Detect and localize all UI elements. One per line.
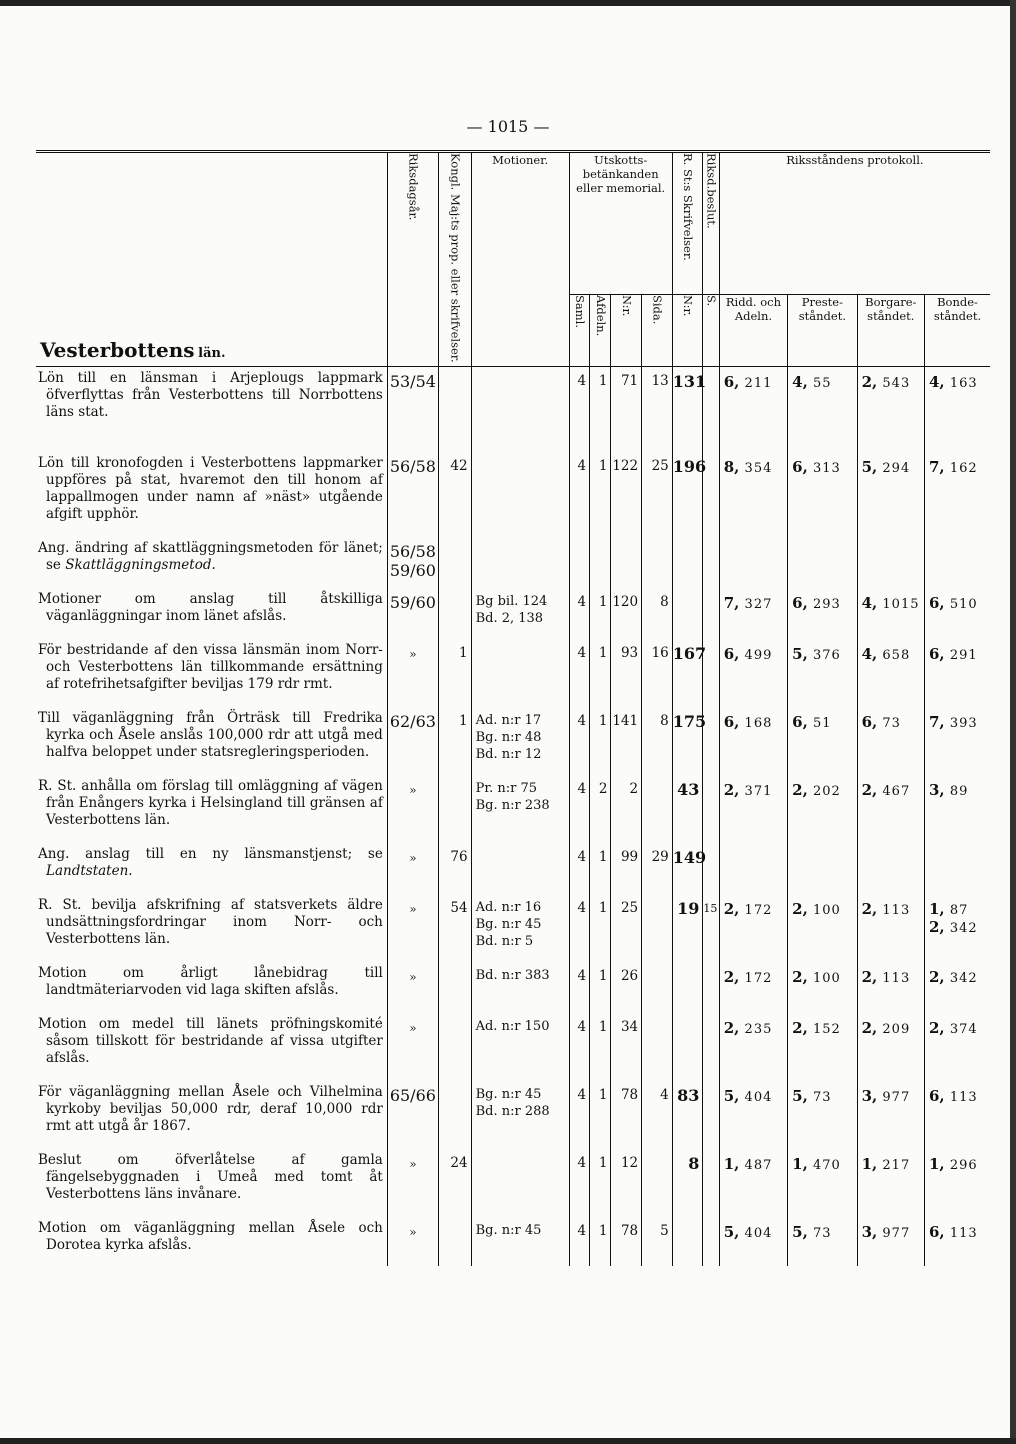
row-bonde: 2, 374: [925, 1013, 991, 1081]
row-description: R. St. bevilja afskrifning af statsverkets äldre undsättningsfordringar inom Norr- och Vesterbottens län.: [38, 896, 383, 947]
row-year: 53/54: [387, 366, 438, 435]
header-motioner: Motioner.: [471, 152, 569, 367]
row-saml: 4: [569, 962, 589, 1013]
row-afdeln: 1: [590, 962, 611, 1013]
row-afdeln: 1: [590, 435, 611, 537]
page-number: — 1015 —: [466, 117, 550, 136]
row-motions: [471, 843, 569, 894]
row-borgare: 1, 217: [857, 1149, 924, 1217]
row-saml: 4: [569, 435, 589, 537]
row-rst-nr: 19: [672, 894, 703, 962]
row-sida: 5: [642, 1217, 673, 1266]
row-borgare: 2, 113: [857, 962, 924, 1013]
row-afdeln: 1: [590, 843, 611, 894]
header-protokoll: Riksståndens protokoll.: [719, 152, 990, 295]
row-prop: [438, 962, 471, 1013]
header-afdeln: Afdeln.: [590, 295, 611, 366]
row-s: [703, 435, 719, 537]
header-bonde: Bonde-ståndet.: [925, 295, 991, 366]
row-rst-nr: 83: [672, 1081, 703, 1149]
row-borgare: 2, 467: [857, 775, 924, 843]
row-bonde: 2, 342: [925, 962, 991, 1013]
row-preste: [788, 843, 857, 894]
row-bonde: 1, 87 2, 342: [925, 894, 991, 962]
row-ridd: 2, 235: [719, 1013, 787, 1081]
header-r-sts-nr: N:r.: [672, 295, 703, 366]
header-riksd-beslut: Riksd.beslut.: [703, 152, 719, 295]
row-nr: 99: [611, 843, 642, 894]
row-prop: 1: [438, 707, 471, 775]
table-row: [36, 1217, 990, 1266]
row-prop: [438, 1013, 471, 1081]
row-motions: Bg. n:r 45: [471, 1217, 569, 1266]
row-rst-nr: [672, 962, 703, 1013]
table-row: [36, 1081, 990, 1149]
row-sida: 8: [642, 707, 673, 775]
row-saml: 4: [569, 639, 589, 707]
row-motions: [471, 1149, 569, 1217]
row-prop: 24: [438, 1149, 471, 1217]
row-motions: Pr. n:r 75 Bg. n:r 238: [471, 775, 569, 843]
row-nr: [611, 537, 642, 588]
row-year: »: [387, 1149, 438, 1217]
row-ridd: 5, 404: [719, 1081, 787, 1149]
row-sida: [642, 962, 673, 1013]
row-year: »: [387, 962, 438, 1013]
row-preste: 5, 376: [788, 639, 857, 707]
row-preste: 2, 100: [788, 894, 857, 962]
ledger-table: [36, 150, 990, 1266]
table-row: [36, 843, 990, 894]
table-row: [36, 894, 990, 962]
row-nr: 71: [611, 366, 642, 435]
row-year: 56/58: [387, 435, 438, 537]
row-borgare: 4, 1015: [857, 588, 924, 639]
row-year: 56/58 59/60: [387, 537, 438, 588]
row-motions: [471, 639, 569, 707]
row-sida: 8: [642, 588, 673, 639]
row-rst-nr: 8: [672, 1149, 703, 1217]
row-year: »: [387, 894, 438, 962]
row-bonde: 7, 393: [925, 707, 991, 775]
row-s: [703, 962, 719, 1013]
row-prop: [438, 588, 471, 639]
row-saml: 4: [569, 843, 589, 894]
row-preste: 2, 202: [788, 775, 857, 843]
row-sida: [642, 775, 673, 843]
row-afdeln: 1: [590, 894, 611, 962]
row-sida: [642, 894, 673, 962]
row-prop: 76: [438, 843, 471, 894]
row-rst-nr: [672, 588, 703, 639]
row-year: »: [387, 775, 438, 843]
row-prop: 1: [438, 639, 471, 707]
row-rst-nr: [672, 1217, 703, 1266]
table-header: [36, 152, 990, 367]
row-saml: 4: [569, 707, 589, 775]
row-borgare: 6, 73: [857, 707, 924, 775]
row-ridd: 1, 487: [719, 1149, 787, 1217]
row-ridd: [719, 537, 787, 588]
row-rst-nr: 43: [672, 775, 703, 843]
row-rst-nr: [672, 537, 703, 588]
row-description: Motion om medel till länets pröfningskomité såsom tillskott för bestridande af vissa utgifter afslås.: [38, 1015, 383, 1066]
row-sida: [642, 537, 673, 588]
row-sida: 13: [642, 366, 673, 435]
row-description: Ang. anslag till en ny länsmanstjenst; se Landtstaten.: [38, 845, 383, 879]
row-nr: 120: [611, 588, 642, 639]
scan-border-bottom: [0, 1438, 1016, 1444]
row-year: »: [387, 1217, 438, 1266]
row-description: Lön till kronofogden i Vesterbottens lappmarker uppföres på stat, hvaremot den till honom af lappallmogen under namn af »näst» utgående afgift upphör.: [38, 454, 383, 522]
row-preste: 6, 313: [788, 435, 857, 537]
table-row: [36, 1149, 990, 1217]
row-borgare: [857, 843, 924, 894]
region-title: Vesterbottens: [40, 337, 195, 362]
row-prop: 42: [438, 435, 471, 537]
row-preste: 5, 73: [788, 1217, 857, 1266]
header-r-sts: R. St:s Skrifvelser.: [672, 152, 703, 295]
row-bonde: [925, 537, 991, 588]
row-saml: 4: [569, 1081, 589, 1149]
row-borgare: 2, 113: [857, 894, 924, 962]
row-ridd: 2, 172: [719, 894, 787, 962]
row-afdeln: 1: [590, 639, 611, 707]
header-sida: Sida.: [642, 295, 673, 366]
row-bonde: 6, 113: [925, 1217, 991, 1266]
row-prop: [438, 366, 471, 435]
row-afdeln: 2: [590, 775, 611, 843]
header-kongl-prop: Kongl. Maj:ts prop. eller skrifvelser.: [438, 152, 471, 367]
row-s: [703, 1149, 719, 1217]
row-borgare: [857, 537, 924, 588]
row-year: 59/60: [387, 588, 438, 639]
row-nr: 12: [611, 1149, 642, 1217]
table-row: [36, 707, 990, 775]
row-borgare: 2, 209: [857, 1013, 924, 1081]
row-saml: 4: [569, 775, 589, 843]
row-borgare: 3, 977: [857, 1217, 924, 1266]
row-motions: Ad. n:r 150: [471, 1013, 569, 1081]
row-description: Motioner om anslag till åtskilliga väganläggningar inom länet afslås.: [38, 590, 383, 624]
row-borgare: 3, 977: [857, 1081, 924, 1149]
scan-border-right: [1010, 0, 1016, 1444]
row-saml: [569, 537, 589, 588]
row-bonde: 7, 162: [925, 435, 991, 537]
row-s: [703, 1081, 719, 1149]
row-nr: 26: [611, 962, 642, 1013]
row-rst-nr: 196: [672, 435, 703, 537]
row-preste: 6, 51: [788, 707, 857, 775]
table-row: [36, 775, 990, 843]
row-afdeln: 1: [590, 1081, 611, 1149]
table-row: [36, 435, 990, 537]
table-row: [36, 366, 990, 435]
row-motions: Bd. n:r 383: [471, 962, 569, 1013]
region-heading: [36, 152, 387, 367]
row-description: Beslut om öfverlåtelse af gamla fängelsebyggnaden i Umeå med tomt åt Vesterbottens läns invånare.: [38, 1151, 383, 1202]
row-prop: [438, 1217, 471, 1266]
row-ridd: 2, 371: [719, 775, 787, 843]
row-description: R. St. anhålla om förslag till omläggning af vägen från Enångers kyrka i Helsingland till gränsen af Vesterbottens län.: [38, 777, 383, 828]
row-nr: 141: [611, 707, 642, 775]
row-afdeln: 1: [590, 1149, 611, 1217]
row-motions: [471, 366, 569, 435]
row-nr: 25: [611, 894, 642, 962]
header-preste: Preste-ståndet.: [788, 295, 857, 366]
header-riksdagsar: Riksdagsår.: [387, 152, 438, 367]
row-year: »: [387, 639, 438, 707]
header-nr: N:r.: [611, 295, 642, 366]
row-motions: Ad. n:r 16 Bg. n:r 45 Bd. n:r 5: [471, 894, 569, 962]
table-row: [36, 639, 990, 707]
table-row: [36, 588, 990, 639]
row-prop: [438, 775, 471, 843]
row-prop: [438, 537, 471, 588]
row-afdeln: 1: [590, 1217, 611, 1266]
row-afdeln: 1: [590, 1013, 611, 1081]
row-saml: 4: [569, 1149, 589, 1217]
table-row: [36, 1013, 990, 1081]
row-afdeln: [590, 537, 611, 588]
row-saml: 4: [569, 366, 589, 435]
row-nr: 78: [611, 1081, 642, 1149]
header-borgare: Borgare-ståndet.: [857, 295, 924, 366]
row-motions: [471, 435, 569, 537]
row-s: [703, 537, 719, 588]
row-description: Lön till en länsman i Arjeplougs lappmark öfverflyttas från Vesterbottens till Norrbottens läns stat.: [38, 369, 383, 420]
row-afdeln: 1: [590, 588, 611, 639]
row-s: [703, 588, 719, 639]
row-rst-nr: 167: [672, 639, 703, 707]
row-rst-nr: 131: [672, 366, 703, 435]
row-motions: [471, 537, 569, 588]
row-sida: [642, 1149, 673, 1217]
row-ridd: 6, 168: [719, 707, 787, 775]
row-nr: 78: [611, 1217, 642, 1266]
row-sida: 25: [642, 435, 673, 537]
row-description: Motion om årligt lånebidrag till landtmäteriarvoden vid laga skiften afslås.: [38, 964, 383, 998]
row-bonde: 6, 113: [925, 1081, 991, 1149]
row-s: [703, 775, 719, 843]
row-ridd: 6, 499: [719, 639, 787, 707]
row-nr: 34: [611, 1013, 642, 1081]
row-borgare: 4, 658: [857, 639, 924, 707]
row-s: [703, 1013, 719, 1081]
row-preste: [788, 537, 857, 588]
table-row: [36, 962, 990, 1013]
row-preste: 4, 55: [788, 366, 857, 435]
header-saml: Saml.: [569, 295, 589, 366]
row-ridd: 2, 172: [719, 962, 787, 1013]
row-description: Till väganläggning från Örträsk till Fredrika kyrka och Åsele anslås 100,000 rdr att utgå med halfva beloppet under statsregleringsperioden.: [38, 709, 383, 760]
row-description: Ang. ändring af skattläggningsmetoden för länet; se Skattläggningsmetod.: [38, 539, 383, 573]
row-afdeln: 1: [590, 707, 611, 775]
row-prop: [438, 1081, 471, 1149]
row-year: »: [387, 1013, 438, 1081]
row-s: [703, 1217, 719, 1266]
row-motions: Ad. n:r 17 Bg. n:r 48 Bd. n:r 12: [471, 707, 569, 775]
row-description: För bestridande af den vissa länsmän inom Norr- och Vesterbottens län tillkommande ersättning af rotefrihetsafgifter beviljas 179 rdr rmt.: [38, 641, 383, 692]
row-sida: 16: [642, 639, 673, 707]
row-description: Motion om väganläggning mellan Åsele och Dorotea kyrka afslås.: [38, 1219, 383, 1253]
row-nr: 2: [611, 775, 642, 843]
row-year: 65/66: [387, 1081, 438, 1149]
row-motions: Bg bil. 124 Bd. 2, 138: [471, 588, 569, 639]
row-nr: 122: [611, 435, 642, 537]
row-ridd: 5, 404: [719, 1217, 787, 1266]
table-body: [36, 366, 990, 1266]
row-preste: 2, 100: [788, 962, 857, 1013]
row-saml: 4: [569, 894, 589, 962]
row-bonde: 6, 291: [925, 639, 991, 707]
row-nr: 93: [611, 639, 642, 707]
row-s: 15: [703, 894, 719, 962]
row-sida: 29: [642, 843, 673, 894]
row-saml: 4: [569, 1217, 589, 1266]
row-description: För väganläggning mellan Åsele och Vilhelmina kyrkoby beviljas 50,000 rdr, deraf 10,000 rdr rmt att utgå år 1867.: [38, 1083, 383, 1134]
row-borgare: 2, 543: [857, 366, 924, 435]
row-sida: 4: [642, 1081, 673, 1149]
row-rst-nr: 149: [672, 843, 703, 894]
table-row: [36, 537, 990, 588]
row-bonde: 6, 510: [925, 588, 991, 639]
row-prop: 54: [438, 894, 471, 962]
header-ridd: Ridd. och Adeln.: [719, 295, 787, 366]
row-bonde: 1, 296: [925, 1149, 991, 1217]
row-motions: Bg. n:r 45 Bd. n:r 288: [471, 1081, 569, 1149]
row-ridd: 7, 327: [719, 588, 787, 639]
row-sida: [642, 1013, 673, 1081]
row-saml: 4: [569, 1013, 589, 1081]
row-year: 62/63: [387, 707, 438, 775]
row-saml: 4: [569, 588, 589, 639]
row-rst-nr: [672, 1013, 703, 1081]
row-bonde: 3, 89: [925, 775, 991, 843]
row-rst-nr: 175: [672, 707, 703, 775]
row-preste: 6, 293: [788, 588, 857, 639]
row-bonde: [925, 843, 991, 894]
row-bonde: 4, 163: [925, 366, 991, 435]
header-utskotts: Utskotts-betänkanden eller memorial.: [569, 152, 672, 295]
row-borgare: 5, 294: [857, 435, 924, 537]
row-year: »: [387, 843, 438, 894]
row-preste: 5, 73: [788, 1081, 857, 1149]
row-ridd: 6, 211: [719, 366, 787, 435]
row-afdeln: 1: [590, 366, 611, 435]
scan-border-top: [0, 0, 1016, 6]
row-ridd: [719, 843, 787, 894]
header-s: S.: [703, 295, 719, 366]
row-preste: 1, 470: [788, 1149, 857, 1217]
region-suffix: län.: [198, 345, 226, 361]
row-ridd: 8, 354: [719, 435, 787, 537]
row-preste: 2, 152: [788, 1013, 857, 1081]
